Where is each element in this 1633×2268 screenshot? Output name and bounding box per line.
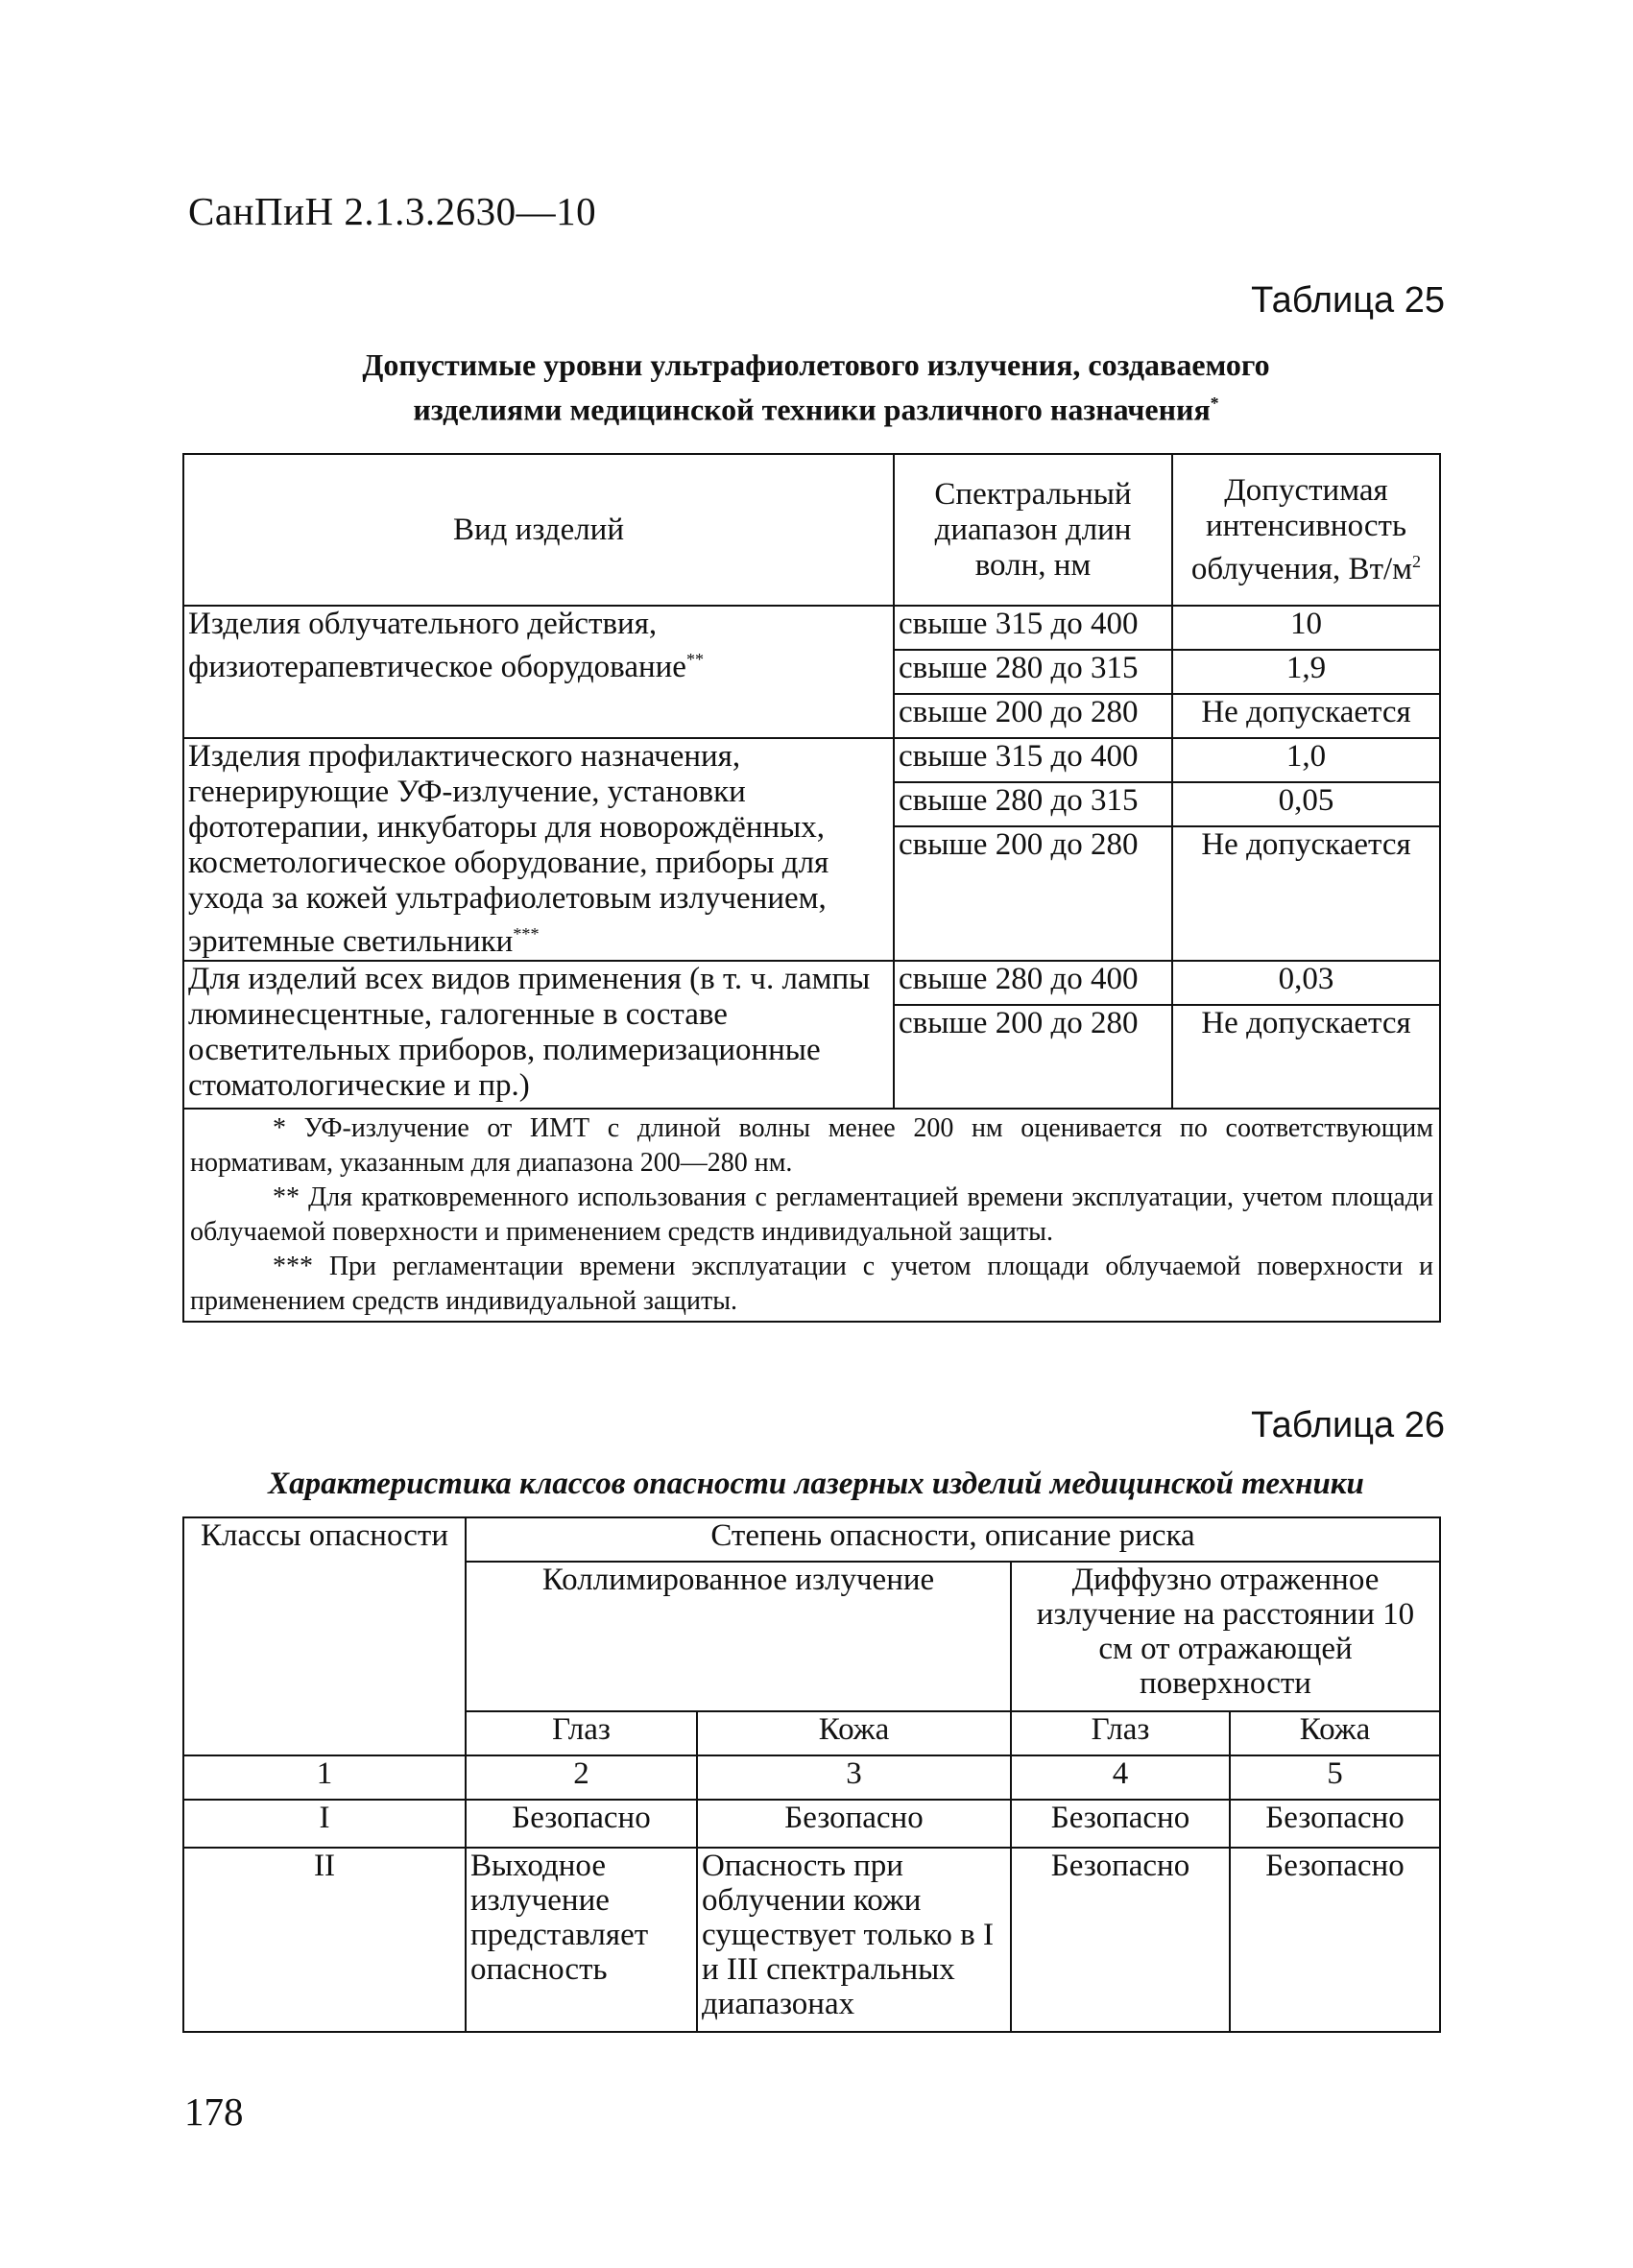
group3-name-cell: Для изделий всех видов применения (в т. ч. лампы люминесцентные, галогенные в составе осветительных приборов, полимеризационные стоматологические и пр.) [183,961,894,1109]
table-cell: Выходное излучение представляет опасность [466,1848,697,2032]
table25-title-line1: Допустимые уровни ультрафиолетового излучения, создаваемого [362,347,1270,382]
table-row [183,606,1440,650]
table26-title: Характеристика классов опасности лазерных изделий медицинской техники [268,1467,1364,1501]
table-cell: Безопасно [1011,1848,1230,2032]
value-cell: 1,0 [1172,738,1440,782]
table25-header-kind: Вид изделий [183,454,894,606]
value-cell: Не допускается [1172,694,1440,738]
table25 [182,453,1441,1323]
value-cell: 0,05 [1172,782,1440,826]
header-eye-1: Глаз [466,1711,697,1755]
col-number: 4 [1011,1755,1230,1800]
intensity-header-text: Допустимая интенсивность облучения, Вт/м [1190,472,1413,586]
table25-header-intensity [1172,454,1440,606]
table25-header-range: Спектральный диапазон длин волн, нм [894,454,1172,606]
col-number: 1 [183,1755,466,1800]
value-cell: Не допускается [1172,826,1440,961]
col-number: 5 [1230,1755,1440,1800]
table26-column-numbers [183,1755,1440,1800]
table25-footnotes-row [183,1109,1440,1322]
range-cell: свыше 200 до 280 [894,694,1172,738]
value-cell: 1,9 [1172,650,1440,694]
header-skin-1: Кожа [697,1711,1011,1755]
intensity-header-sup: 2 [1412,551,1422,571]
class-cell: II [183,1848,466,2032]
range-cell: свыше 200 до 280 [894,826,1172,961]
footnote-3: *** При регламентации времени эксплуатации с учетом площади облучаемой поверхности и применением средств индивидуальной защиты. [190,1252,1433,1316]
table-cell: Опасность при облучении кожи существует только в I и III спектральных диапазонах [697,1848,1011,2032]
table-cell: Безопасно [1230,1848,1440,2032]
table25-title-mark: * [1210,394,1219,413]
table-row [183,1800,1440,1848]
table25-label: Таблица 25 [1251,280,1445,321]
table26-header-row1 [183,1517,1440,1562]
page-number: 178 [184,2089,244,2134]
class-cell: I [183,1800,466,1848]
range-cell: свыше 315 до 400 [894,606,1172,650]
table25-footnotes [183,1109,1440,1322]
table25-title [182,346,1450,429]
col-number: 2 [466,1755,697,1800]
footnote-2: ** Для кратковременного использования с регламентацией времени эксплуатации, учетом площади облучаемой поверхности и применением средств индивидуальной защиты. [190,1182,1433,1247]
table26 [182,1516,1441,2033]
range-cell: свыше 315 до 400 [894,738,1172,782]
range-cell: свыше 280 до 315 [894,650,1172,694]
footnote-1: * УФ-излучение от ИМТ с длиной волны менее 200 нм оценивается по соответствующим нормативам, указанным для диапазона 200—280 нм. [190,1113,1433,1178]
group2-name: Изделия профилактического назначения, генерирующие УФ-излучение, установки фототерапии, инкубаторы для новорождённых, косметологическое оборудование, приборы для ухода за кожей ультрафиолетовым излучением, эритемные светильники [188,739,829,959]
range-cell: свыше 280 до 315 [894,782,1172,826]
table-cell: Безопасно [697,1800,1011,1848]
value-cell: Не допускается [1172,1005,1440,1109]
group2-name-cell [183,738,894,961]
table25-title-line2: изделиями медицинской техники различного назначения [413,392,1211,427]
value-cell: 0,03 [1172,961,1440,1005]
value-cell: 10 [1172,606,1440,650]
range-cell: свыше 280 до 400 [894,961,1172,1005]
col-number: 3 [697,1755,1011,1800]
header-eye-2: Глаз [1011,1711,1230,1755]
group1-name: Изделия облучательного действия, физиотерапевтическое оборудование [188,607,686,684]
table-row [183,1848,1440,2032]
table25-header-row [183,454,1440,606]
table26-label: Таблица 26 [1251,1405,1445,1445]
table26-header-degree: Степень опасности, описание риска [466,1517,1440,1562]
group1-name-cell [183,606,894,738]
range-cell: свыше 200 до 280 [894,1005,1172,1109]
group2-mark: *** [513,924,540,943]
table-row [183,738,1440,782]
table26-header-diffuse: Диффузно отраженное излучение на расстоянии 10 см от отражающей поверхности [1011,1562,1440,1711]
header-skin-2: Кожа [1230,1711,1440,1755]
document-code: СанПиН 2.1.3.2630—10 [188,189,597,233]
table-row [183,961,1440,1005]
table-cell: Безопасно [1011,1800,1230,1848]
table26-header-collimated: Коллимированное излучение [466,1562,1011,1711]
group1-mark: ** [685,650,705,669]
table26-header-classes: Классы опасности [183,1517,466,1755]
table-cell: Безопасно [466,1800,697,1848]
table-cell: Безопасно [1230,1800,1440,1848]
